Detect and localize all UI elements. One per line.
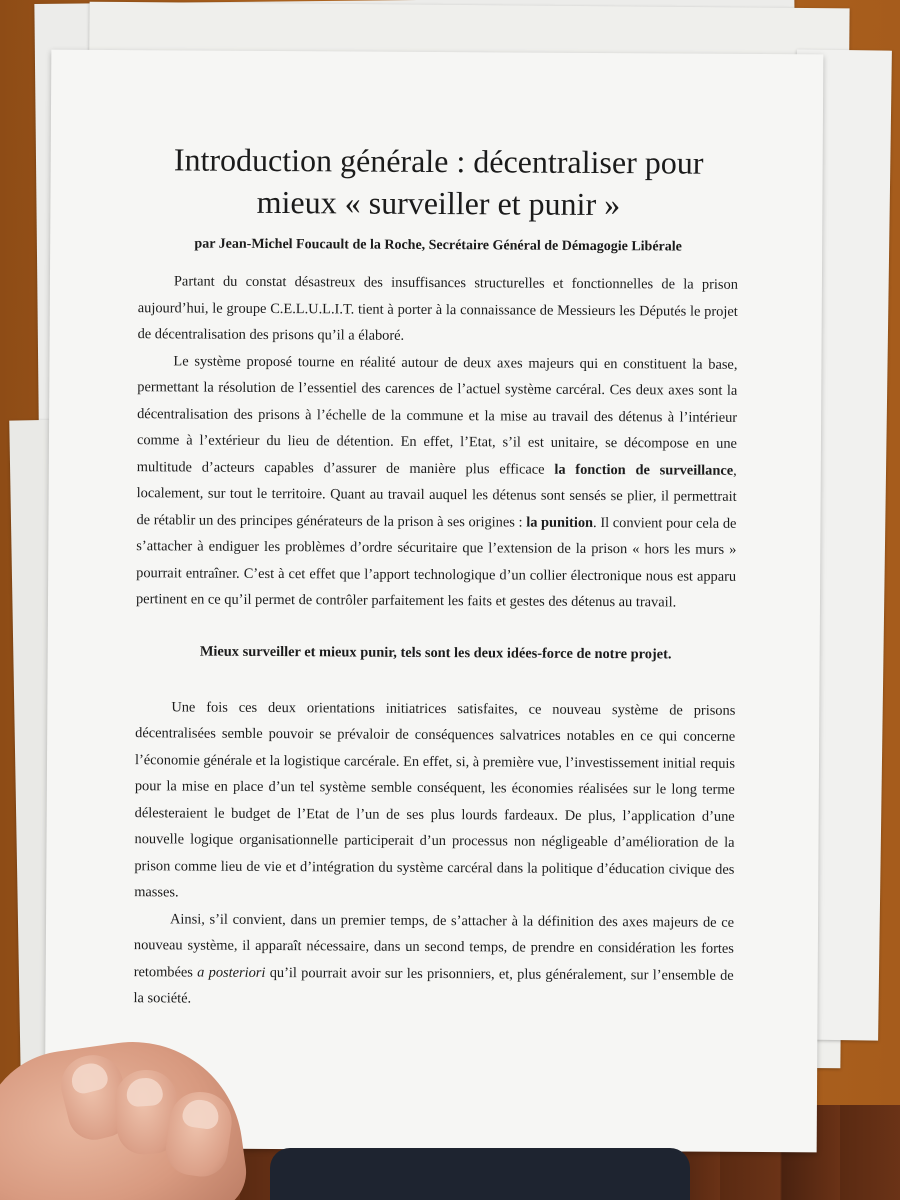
bold-surveillance: la fonction de surveillance: [554, 461, 734, 479]
paragraph-2: [136, 348, 738, 617]
title-line-2: mieux « surveiller et punir »: [256, 183, 621, 223]
paragraph-1: Partant du constat désastreux des insuffisances structurelles et fonctionnelles de la prison aujourd’hui, le groupe C.E.L.U.L.I.T. tient à porter à la connaissance de Messieurs les Députés le projet de décentralisation des prisons qu’il a élaboré.: [137, 273, 738, 344]
paragraph-4: [133, 906, 734, 1016]
byline: par Jean-Michel Foucault de la Roche, Secrétaire Général de Démagogie Libérale: [194, 236, 682, 255]
title-line-1: Introduction générale : décentraliser pour: [173, 141, 704, 181]
italic-a-posteriori: a posteriori: [197, 964, 266, 981]
document-title: [118, 138, 759, 226]
paragraph-4-text: Ainsi, s’il convient, dans un premier temps, de s’attacher à la définition des axes majeurs de ce nouveau système, il apparaît nécessaire, dans un second temps, de prendre en considération les fortes retombées: [133, 910, 735, 981]
page-content: [133, 138, 738, 1015]
paragraph-2-text: . Il convient pour cela de s’attacher à endiguer les problèmes d’ordre sécuritaire que l’extension de la prison « hors les murs » pourrait entraîner. C’est à cet effet que l’apport technologique d’un collier électronique nous est apparu pertinent en ce qu’il permet de contrôler parfaitement les faits et gestes des détenus au travail.: [135, 514, 737, 611]
paragraph-3: Une fois ces deux orientations initiatrices satisfaites, ce nouveau système de prisons décentralisées semble pouvoir se prévaloir de conséquences salvatrices notables en ce qui concerne l’économie générale et la logistique carcérale. En effet, si, à première vue, l’investissement initial requis pour la mise en place d’un tel système semble conséquent, les économies réalisées sur le long terme délesteraient le budget de l’Etat de l’un de ses plus lourds fardeaux. De plus, l’application d’une nouvelle logique organisationnelle participerait d’un processus non négligeable d’amélioration de la prison comme lieu de vie et d’intégration du système carcéral dans la politique d’éducation civique des masses.: [134, 698, 736, 901]
fingernail: [126, 1077, 164, 1107]
motto: Mieux surveiller et mieux punir, tels sont les deux idées-force de notre projet.: [199, 643, 672, 662]
shoe: [270, 1148, 690, 1200]
paragraph-4-text: qu’il pourrait avoir sur les prisonniers, et, plus généralement, sur l’ensemble de la société.: [133, 964, 734, 1007]
paragraph-2-text: , localement, sur tout le territoire. Quant au travail auquel les détenus sont sensés se plier, il permettrait de rétablir un des principes générateurs de la prison à ses origines :: [136, 462, 737, 531]
bold-punition: la punition: [526, 514, 594, 531]
document-page: [45, 50, 824, 1153]
fingernail: [68, 1060, 110, 1096]
fingernail: [181, 1098, 221, 1131]
paragraph-2-text: Le système proposé tourne en réalité autour de deux axes majeurs qui en constituent la base, permettant la résolution de l’essentiel des carences de l’actuel système carcéral. Ces deux axes sont la décentralisation des prisons à l’échelle de la commune et la mise au travail des détenus à l’intérieur comme à l’extérieur du lieu de détention. En effet, l’Etat, s’il est unitaire, se décompose en une multitude d’acteurs capables d’assurer de manière plus efficace: [136, 352, 738, 478]
